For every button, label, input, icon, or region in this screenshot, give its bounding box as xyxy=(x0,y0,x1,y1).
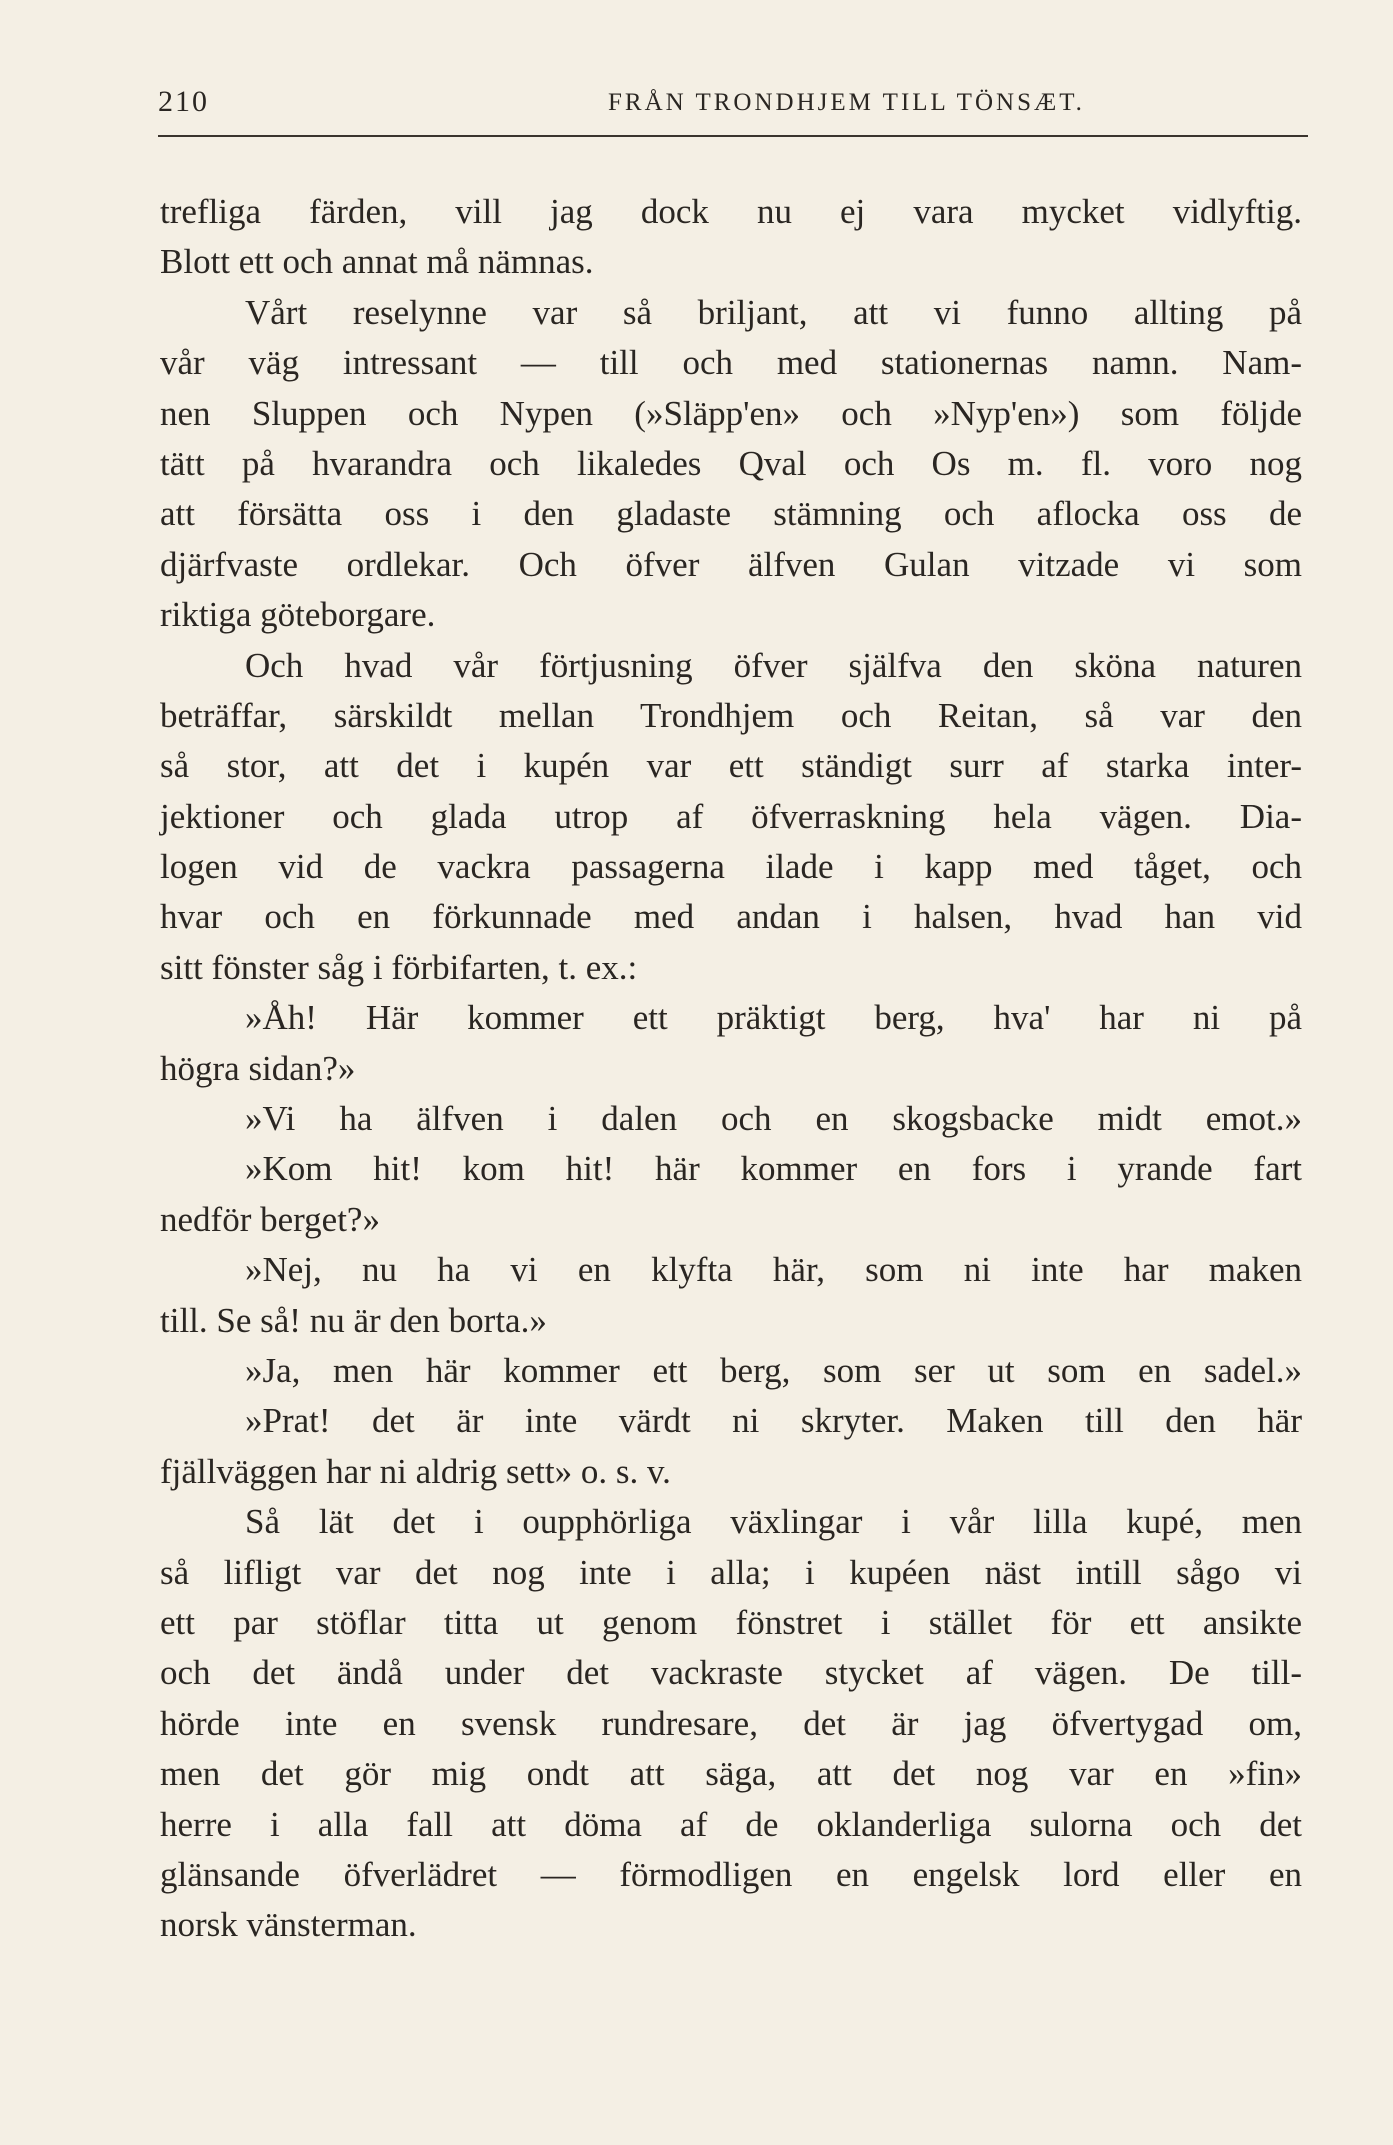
text-line: »Prat! det är inte värdt ni skryter. Maken till den här xyxy=(245,1401,1302,1441)
header-rule xyxy=(158,135,1308,137)
text-line: ett par stöflar titta ut genom fönstret i stället för ett ansikte xyxy=(160,1602,1302,1642)
page-number: 210 xyxy=(158,85,209,118)
text-line: glänsande öfverlädret — förmodligen en engelsk lord eller en xyxy=(160,1854,1302,1894)
text-line: sitt fönster såg i förbifarten, t. ex.: xyxy=(160,947,638,987)
text-line: norsk vänsterman. xyxy=(160,1905,417,1945)
running-title: FRÅN TRONDHJEM TILL TÖNSÆT. xyxy=(608,89,1085,116)
text-line: Så lät det i oupphörliga växlingar i vår lilla kupé, men xyxy=(245,1502,1302,1542)
text-line: djärfvaste ordlekar. Och öfver älfven Gulan vitzade vi som xyxy=(160,544,1302,584)
page-header xyxy=(158,85,1308,125)
text-line: så lifligt var det nog inte i alla; i kupéen näst intill sågo vi xyxy=(160,1552,1302,1592)
text-line: nen Sluppen och Nypen (»Släpp'en» och »Nyp'en») som följde xyxy=(160,393,1302,433)
text-line: att försätta oss i den gladaste stämning och aflocka oss de xyxy=(160,494,1302,534)
text-line: »Nej, nu ha vi en klyfta här, som ni inte har maken xyxy=(245,1250,1302,1290)
text-line: vår väg intressant — till och med stationernas namn. Nam- xyxy=(160,343,1302,383)
text-line: »Kom hit! kom hit! här kommer en fors i yrande fart xyxy=(245,1149,1302,1189)
text-line: logen vid de vackra passagerna ilade i kapp med tåget, och xyxy=(160,847,1302,887)
text-line: tätt på hvarandra och likaledes Qval och Os m. fl. voro nog xyxy=(160,443,1302,483)
text-line: men det gör mig ondt att säga, att det nog var en »fin» xyxy=(160,1754,1302,1794)
text-line: trefliga färden, vill jag dock nu ej vara mycket vidlyftig. xyxy=(160,192,1302,231)
text-line: herre i alla fall att döma af de oklanderliga sulorna och det xyxy=(160,1804,1302,1844)
text-line: hvar och en förkunnade med andan i halsen, hvad han vid xyxy=(160,897,1302,937)
text-line: Vårt reselynne var så briljant, att vi funno allting på xyxy=(245,292,1302,332)
text-line: nedför berget?» xyxy=(160,1199,380,1239)
text-line: hörde inte en svensk rundresare, det är jag öfvertygad om, xyxy=(160,1703,1302,1743)
text-line: beträffar, särskildt mellan Trondhjem och Reitan, så var den xyxy=(160,695,1302,735)
text-line: fjällväggen har ni aldrig sett» o. s. v. xyxy=(160,1451,671,1491)
text-line: och det ändå under det vackraste stycket af vägen. De till- xyxy=(160,1653,1302,1693)
text-line: så stor, att det i kupén var ett ständigt surr af starka inter- xyxy=(160,746,1302,786)
text-line: »Åh! Här kommer ett präktigt berg, hva' har ni på xyxy=(245,998,1302,1038)
text-line: »Ja, men här kommer ett berg, som ser ut som en sadel.» xyxy=(245,1350,1302,1390)
text-line: till. Se så! nu är den borta.» xyxy=(160,1300,547,1340)
text-line: »Vi ha älfven i dalen och en skogsbacke midt emot.» xyxy=(245,1099,1302,1139)
text-line: riktiga göteborgare. xyxy=(160,595,436,635)
body-text xyxy=(160,187,1302,1951)
text-line: jektioner och glada utrop af öfverraskning hela vägen. Dia- xyxy=(160,796,1302,836)
text-line: högra sidan?» xyxy=(160,1048,356,1088)
text-line: Och hvad vår förtjusning öfver själfva den sköna naturen xyxy=(245,645,1302,685)
text-line: Blott ett och annat må nämnas. xyxy=(160,242,594,282)
